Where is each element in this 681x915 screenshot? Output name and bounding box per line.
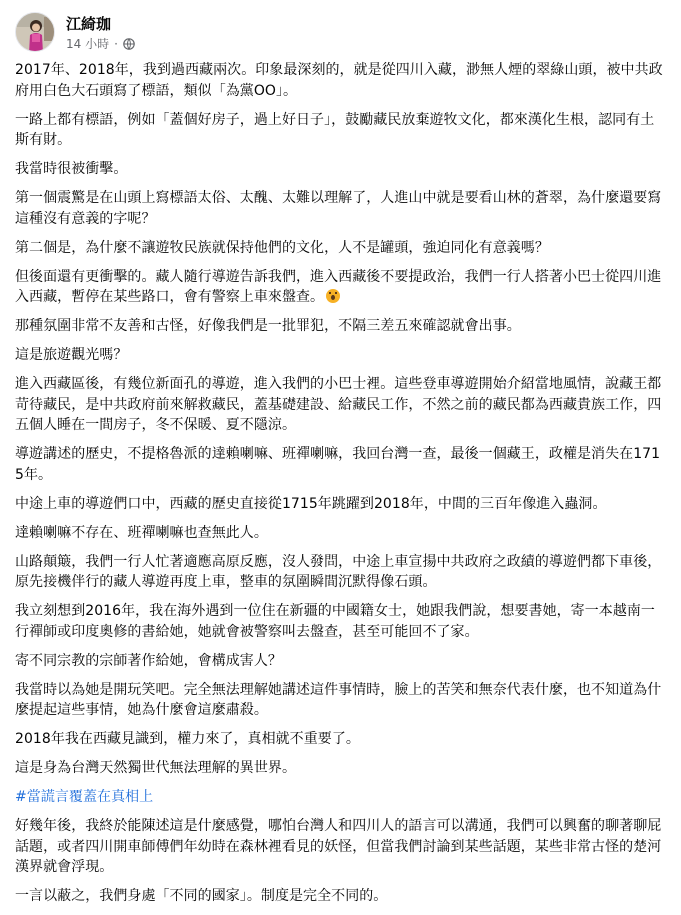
post-meta bbox=[66, 35, 135, 52]
post-paragraph: 好幾年後，我終於能陳述這是什麼感覺，哪怕台灣人和四川人的語言可以溝通，我們可以興奮的聊著聊屁話題，或者四川開車師傅們年幼時在森林裡看見的妖怪，但當我們討論到某些話題，某些非常古怪的楚河漢界就會浮現。 bbox=[15, 818, 662, 875]
post-paragraph: 2018年我在西藏見識到，權力來了，真相就不重要了。 bbox=[15, 731, 360, 747]
post-paragraph: 進入西藏區後，有幾位新面孔的導遊，進入我們的小巴士裡。這些登車導遊開始介紹當地風情，說藏王都苛待藏民，是中共政府前來解救藏民，蓋基礎建設、給藏民工作，不然之前的藏民都為西藏貴族工作，四五個人睡在一間房子，冬不保暖、夏不隱涼。 bbox=[15, 376, 662, 433]
meta-separator: · bbox=[114, 36, 118, 51]
post-paragraph: 我當時很被衝擊。 bbox=[15, 161, 128, 177]
globe-icon[interactable] bbox=[123, 38, 135, 50]
post-paragraph: 寄不同宗教的宗師著作給她，會構成害人？ bbox=[15, 652, 282, 669]
post-paragraph: 我立刻想到2016年，我在海外遇到一位住在新疆的中國籍女士，她跟我們說，想要書她，寄一本越南一行禪師或印度奧修的書給她，她就會被警察叫去盤查，甚至可能回不了家。 bbox=[15, 603, 655, 640]
post-paragraph-text: 但後面還有更衝擊的。藏人隨行導遊告訴我們，進入西藏後不要提政治，我們一行人搭著小巴士從四川進入西藏，暫停在某些路口，會有警察上車來盤查。 bbox=[15, 268, 662, 305]
hashtag-paragraph bbox=[15, 787, 663, 808]
post-paragraph: 達賴喇嘛不存在、班禪喇嘛也查無此人。 bbox=[15, 524, 268, 541]
post-paragraph: 第一個震驚是在山頭上寫標語太俗、太醜、太難以理解了，人進山中就是要看山林的蒼翠，為什麼還要寫這種沒有意義的字呢？ bbox=[15, 190, 662, 227]
avatar[interactable] bbox=[15, 12, 55, 52]
post-paragraph: 我當時以為她是開玩笑吧。完全無法理解她講述這件事情時，臉上的苦笑和無奈代表什麼，也不知道為什麼提起這些事情，她為什麼會這麼肅殺。 bbox=[15, 681, 662, 718]
post-paragraph: 這是旅遊觀光嗎？ bbox=[15, 347, 128, 363]
post-paragraph: 導遊講述的歷史，不提格魯派的達賴喇嘛、班禪喇嘛，我回台灣一查，最後一個藏王，政權是消失在1715年。 bbox=[15, 446, 661, 483]
post-paragraph: 中途上車的導遊們口中，西藏的歷史直接從1715年跳躍到2018年，中間的三百年像進入蟲洞。 bbox=[15, 495, 607, 512]
hashtag-link[interactable]: #當謊言覆蓋在真相上 bbox=[15, 789, 154, 805]
author-name[interactable]: 江綺珈 bbox=[66, 15, 112, 33]
shocked-face-emoji-icon bbox=[326, 289, 340, 303]
post-body bbox=[15, 60, 663, 915]
avatar-photo-icon bbox=[16, 13, 55, 52]
post-timestamp[interactable]: 14 小時 bbox=[66, 37, 110, 51]
post-paragraph: 這是身為台灣天然獨世代無法理解的異世界。 bbox=[15, 760, 296, 776]
post-paragraph: 那種氛圍非常不友善和古怪，好像我們是一批罪犯，不隔三差五來確認就會出事。 bbox=[15, 318, 521, 334]
post-header bbox=[15, 12, 655, 54]
post-paragraph-with-emoji bbox=[15, 267, 663, 308]
post-paragraph: 一路上都有標語，例如「蓋個好房子，過上好日子」，鼓勵藏民放棄遊牧文化，都來漢化生根，認同有土斯有財。 bbox=[15, 111, 655, 148]
post-paragraph: 山路顛簸，我們一行人忙著適應高原反應，沒人發問，中途上車宣揚中共政府之政績的導遊們都下車後，原先接機伴行的藏人導遊再度上車，整車的氛圍瞬間沉默得像石頭。 bbox=[15, 553, 662, 590]
post-paragraph: 2017年、2018年，我到過西藏兩次。印象最深刻的，就是從四川入藏，渺無人煙的翠綠山頭，被中共政府用白色大石頭寫了標語，類似「為黨OO」。 bbox=[15, 62, 663, 99]
post-paragraph: 第二個是，為什麼不讓遊牧民族就保持他們的文化，人不是罐頭，強迫同化有意義嗎？ bbox=[15, 239, 549, 256]
post-paragraph: 一言以蔽之，我們身處「不同的國家」。制度是完全不同的。 bbox=[15, 888, 388, 904]
